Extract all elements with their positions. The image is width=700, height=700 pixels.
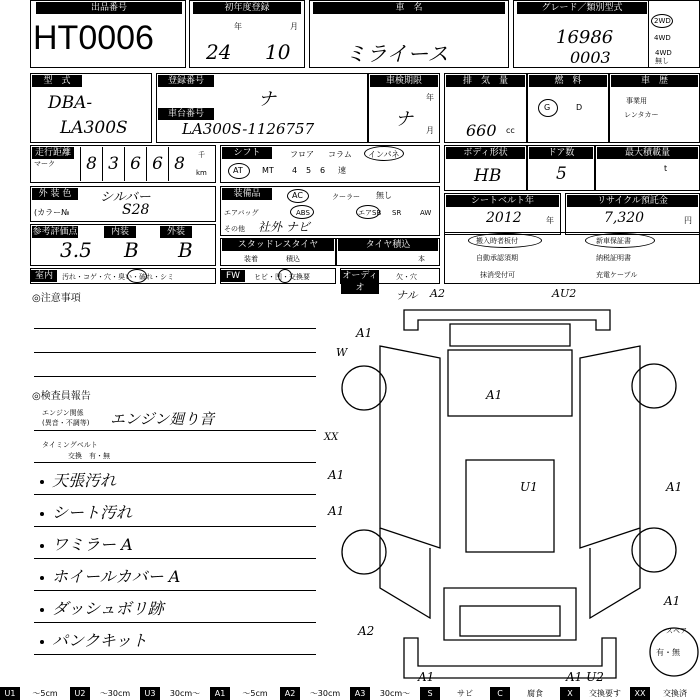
shift-speed: 速 bbox=[338, 166, 346, 175]
month-value: 10 bbox=[265, 40, 291, 64]
fuel-label: 燃 料 bbox=[529, 75, 607, 87]
damage-mark-11: A1 bbox=[666, 480, 683, 494]
damage-mark-14: A2 bbox=[358, 624, 375, 638]
legend-key: U1 bbox=[0, 687, 20, 700]
damage-mark-15: A1 bbox=[418, 670, 435, 684]
belt-unit: 年 bbox=[546, 216, 554, 225]
exterior-value: B bbox=[178, 238, 193, 262]
note-bullet bbox=[40, 576, 44, 580]
mileage-digit: 6 bbox=[146, 147, 168, 181]
audio-opts: 欠・穴 bbox=[396, 273, 417, 281]
drive-2wd: 2WD bbox=[654, 17, 671, 25]
doc-6: 充電ケーブル bbox=[596, 271, 638, 279]
inspect-value: ナ bbox=[395, 109, 413, 130]
doc-1: 搬入時者板付 bbox=[476, 237, 518, 245]
tire-opt-loaded: 積込 bbox=[286, 255, 300, 263]
car-damage-diagram bbox=[320, 288, 700, 686]
legend-key: A1 bbox=[210, 687, 230, 700]
lot-number: HT0006 bbox=[33, 19, 154, 57]
use-business: 事業用 bbox=[626, 97, 647, 105]
note-line-1 bbox=[34, 328, 316, 329]
shift-label: シフト bbox=[222, 147, 272, 159]
note-bullet bbox=[40, 608, 44, 612]
belt-label: シートベルト年 bbox=[446, 195, 559, 207]
damage-mark-13: A1 bbox=[664, 594, 681, 608]
note-item: ホイールカバー A bbox=[52, 567, 181, 586]
recycle-label: リサイクル預託金 bbox=[567, 195, 698, 207]
engine-sub: (異音・不調等) bbox=[42, 419, 90, 427]
equip-none: 無し bbox=[376, 191, 392, 200]
audio-label: オーディオ bbox=[342, 271, 378, 293]
shift-mt: MT bbox=[262, 166, 274, 175]
shift-at: AT bbox=[233, 166, 243, 175]
mileage-unit-2: km bbox=[196, 169, 207, 177]
note-line bbox=[34, 590, 316, 591]
car-name: ミライース bbox=[345, 42, 449, 66]
note-line-2 bbox=[34, 352, 316, 353]
legend-value: 〜30cm bbox=[99, 689, 131, 698]
model-label: 型 式 bbox=[32, 75, 82, 87]
tire-label: スタッドレスタイヤ bbox=[222, 239, 334, 251]
reg-value: ナ bbox=[258, 89, 276, 110]
mileage-digits bbox=[80, 147, 190, 181]
doc-5: 抹消受付可 bbox=[480, 271, 515, 279]
doc-3: 自動承認須期 bbox=[476, 254, 518, 262]
shift-num-5: 5 bbox=[306, 166, 312, 175]
fw-dent-circle bbox=[278, 269, 292, 283]
tire-load-label: タイヤ積込 bbox=[338, 239, 438, 251]
legend-key: U2 bbox=[70, 687, 90, 700]
inspector-note-list bbox=[34, 466, 316, 656]
model-value-1: DBA- bbox=[48, 93, 93, 113]
engine-label: エンジン関係 bbox=[42, 409, 84, 417]
legend-value: 腐食 bbox=[527, 689, 543, 698]
eval-label: 参考評価点 bbox=[32, 227, 78, 237]
grade-divider bbox=[648, 0, 649, 68]
mileage-label: 走行距離 bbox=[32, 147, 74, 159]
shift-num-4: 4 bbox=[292, 166, 298, 175]
damage-mark-2: A2 bbox=[430, 287, 445, 300]
year-value: 24 bbox=[206, 40, 232, 64]
mileage-mark: マーク bbox=[34, 160, 55, 168]
note-item: シート汚れ bbox=[52, 503, 133, 522]
drive-none: 4WD 無し bbox=[655, 49, 672, 65]
mileage-digit: 8 bbox=[168, 147, 190, 181]
disp-unit: cc bbox=[506, 126, 515, 135]
doc-2: 新車保証書 bbox=[596, 237, 631, 245]
tire-opt-fitted: 装着 bbox=[244, 255, 258, 263]
damage-mark-16: A1 U2 bbox=[566, 670, 604, 684]
use-rental: レンタカー bbox=[624, 111, 659, 119]
year-label: 初年度登録 bbox=[193, 2, 301, 14]
tire-load-unit: 本 bbox=[418, 255, 425, 263]
equip-cooler: クーラー bbox=[332, 193, 360, 201]
equip-other-label: その他 bbox=[224, 225, 245, 233]
legend-key: A2 bbox=[280, 687, 300, 700]
interior-note-opts: 汚れ・コゲ・穴・臭い・破れ・シミ bbox=[62, 273, 174, 281]
reg-label: 登録番号 bbox=[158, 75, 214, 87]
legend-value: 交換要す bbox=[589, 689, 621, 698]
legend-key: XX bbox=[630, 687, 650, 700]
timing-line bbox=[34, 462, 316, 463]
load-unit: t bbox=[664, 164, 668, 173]
doors-value: 5 bbox=[556, 164, 567, 184]
damage-legend bbox=[0, 687, 700, 700]
model-value-2: LA300S bbox=[60, 118, 128, 138]
legend-value: 〜5cm bbox=[32, 689, 58, 698]
use-label: 車 歴 bbox=[611, 75, 698, 87]
equip-other-value: 社外 ナビ bbox=[258, 220, 310, 234]
equip-ac: AC bbox=[292, 191, 303, 200]
note-item: パンクキット bbox=[52, 631, 148, 650]
fw-opts: ヒビ・凹・交換要 bbox=[254, 273, 310, 281]
damage-mark-5: W bbox=[336, 346, 348, 359]
damage-mark-7: XX bbox=[324, 432, 339, 443]
equip-airbag: エアバッグ bbox=[224, 209, 259, 217]
damage-mark-6: A1 bbox=[486, 388, 503, 402]
note-bullet bbox=[40, 480, 44, 484]
mileage-digit: 6 bbox=[124, 147, 146, 181]
grade-value-1: 16986 bbox=[556, 27, 614, 48]
chassis-label: 車台番号 bbox=[158, 108, 214, 120]
recycle-unit: 円 bbox=[684, 216, 692, 225]
damage-mark-10: U1 bbox=[520, 480, 538, 494]
exterior-label: 外装 bbox=[160, 226, 192, 238]
interior-note-label: 室内 bbox=[31, 270, 57, 282]
body-label: ボディ形状 bbox=[446, 147, 525, 159]
damage-mark-3: AU2 bbox=[552, 287, 577, 300]
interior-value: B bbox=[124, 238, 139, 262]
disp-label: 排 気 量 bbox=[446, 75, 525, 87]
legend-value: 30cm〜 bbox=[169, 689, 201, 698]
grade-value-2: 0003 bbox=[570, 48, 611, 67]
eval-value: 3.5 bbox=[60, 238, 92, 262]
recycle-value: 7,320 bbox=[604, 210, 645, 226]
equip-label: 装備品 bbox=[222, 188, 272, 200]
interior-label: 内装 bbox=[104, 226, 136, 238]
inspect-label: 車検期限 bbox=[370, 75, 438, 87]
report-title: ◎検査員報告 bbox=[32, 391, 91, 402]
note-bullet bbox=[40, 640, 44, 644]
shift-opt-inpane: インパネ bbox=[368, 150, 400, 159]
equip-sb: エアSB bbox=[358, 209, 382, 217]
color-no-label: (カラー№ bbox=[34, 208, 70, 217]
engine-line bbox=[34, 430, 316, 431]
legend-value: サビ bbox=[457, 689, 473, 698]
legend-value: 〜5cm bbox=[242, 689, 268, 698]
damage-mark-9: A1 bbox=[328, 468, 345, 482]
legend-key: S bbox=[420, 687, 440, 700]
year-unit: 年 bbox=[234, 22, 242, 31]
shift-num-6: 6 bbox=[320, 166, 326, 175]
fuel-g: G bbox=[544, 103, 551, 112]
belt-value: 2012 bbox=[486, 210, 522, 226]
legend-key: U3 bbox=[140, 687, 160, 700]
notes-title: ◎注意事項 bbox=[32, 293, 81, 304]
body-value: HB bbox=[474, 166, 502, 186]
spare-opts: 有・無 bbox=[656, 648, 680, 657]
drive-4wd: 4WD bbox=[654, 34, 671, 42]
legend-value: 30cm〜 bbox=[379, 689, 411, 698]
damage-mark-12: A1 bbox=[328, 504, 345, 518]
shift-opt-column: コラム bbox=[328, 150, 352, 159]
note-line bbox=[34, 622, 316, 623]
chassis-value: LA300S-1126757 bbox=[182, 120, 315, 138]
equip-sr: SR bbox=[392, 209, 402, 217]
doors-label: ドア数 bbox=[529, 147, 593, 159]
disp-value: 660 bbox=[466, 121, 497, 140]
inspect-year: 年 bbox=[426, 93, 434, 102]
legend-value: 交換済 bbox=[663, 689, 687, 698]
legend-key: C bbox=[490, 687, 510, 700]
equip-aw: AW bbox=[420, 209, 432, 217]
fw-label: FW bbox=[221, 270, 245, 282]
color-no-value: S28 bbox=[122, 202, 150, 218]
timing-opts: 交換 有・無 bbox=[68, 452, 110, 460]
note-item: ダッシュボリ跡 bbox=[52, 599, 164, 618]
mileage-digit: 8 bbox=[80, 147, 102, 181]
engine-value: エンジン廻り音 bbox=[110, 410, 215, 428]
damage-mark-4: A1 bbox=[356, 326, 373, 340]
timing-label: タイミングベルト bbox=[42, 441, 98, 449]
shift-opt-floor: フロア bbox=[290, 150, 314, 159]
lot-label: 出品番号 bbox=[36, 2, 182, 14]
note-item: ワミラー A bbox=[52, 535, 133, 554]
load-label: 最大積載量 bbox=[597, 147, 698, 159]
mileage-digit: 3 bbox=[102, 147, 124, 181]
grade-label: グレード／類別型式 bbox=[517, 2, 647, 14]
note-line bbox=[34, 558, 316, 559]
legend-key: A3 bbox=[350, 687, 370, 700]
damage-mark-1: ナル bbox=[396, 289, 418, 302]
fuel-d: D bbox=[576, 103, 583, 112]
spare-label: スペア bbox=[666, 627, 687, 635]
doc-4: 納税証明書 bbox=[596, 254, 631, 262]
mileage-unit-1: 千 bbox=[198, 151, 205, 159]
note-line-3 bbox=[34, 376, 316, 377]
name-label: 車 名 bbox=[313, 2, 505, 14]
note-line bbox=[34, 494, 316, 495]
color-value: シルバー bbox=[100, 190, 151, 205]
color-label: 外 装 色 bbox=[32, 188, 78, 200]
legend-value: 〜30cm bbox=[309, 689, 341, 698]
note-bullet bbox=[40, 544, 44, 548]
note-bullet bbox=[40, 512, 44, 516]
note-item: 天張汚れ bbox=[52, 471, 117, 490]
inspect-month: 月 bbox=[426, 126, 434, 135]
smell-circle bbox=[127, 269, 147, 283]
equip-abs: ABS bbox=[296, 209, 310, 217]
legend-key: X bbox=[560, 687, 580, 700]
note-line bbox=[34, 526, 316, 527]
note-line bbox=[34, 654, 316, 655]
month-unit: 月 bbox=[290, 22, 298, 31]
